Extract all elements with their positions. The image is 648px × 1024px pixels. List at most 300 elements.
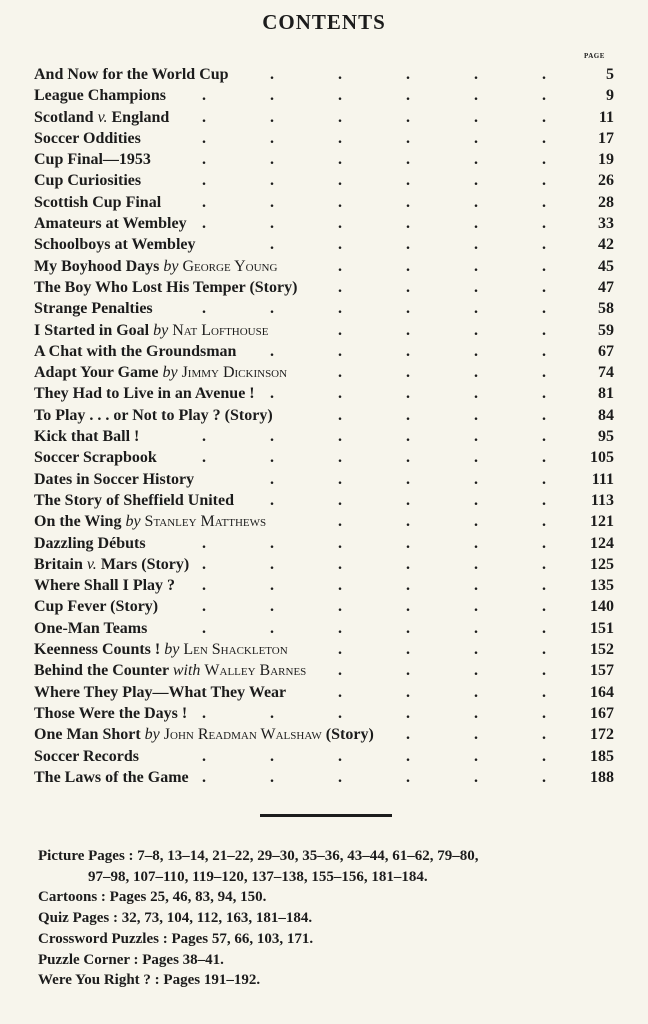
leader-dot: . bbox=[202, 449, 206, 467]
entry-title-text: And Now for the World Cup bbox=[34, 66, 229, 83]
leader-dot: . bbox=[542, 641, 546, 659]
toc-page-number: 58 bbox=[598, 300, 614, 318]
leader-dot: . bbox=[542, 555, 546, 573]
toc-entry bbox=[34, 660, 614, 681]
toc-entry-title bbox=[34, 362, 287, 383]
entry-title-text: Cup Final—1953 bbox=[34, 151, 151, 169]
leader-dot: . bbox=[474, 129, 478, 147]
leader-dot: . bbox=[542, 704, 546, 722]
leader-dot: . bbox=[270, 470, 274, 488]
toc-entry bbox=[34, 256, 614, 277]
entry-title-text: The Boy Who Lost His Temper (Story) bbox=[34, 278, 298, 296]
leader-dot: . bbox=[270, 555, 274, 573]
entry-title-text: Keenness Counts ! bbox=[34, 641, 161, 659]
toc-entry-title bbox=[34, 469, 194, 490]
leader-dot: . bbox=[406, 641, 410, 659]
leader-dot: . bbox=[542, 66, 546, 83]
toc-entry bbox=[34, 469, 614, 490]
leader-dot: . bbox=[270, 215, 274, 233]
leader-dot: . bbox=[542, 342, 546, 360]
leader-dot: . bbox=[338, 662, 342, 680]
leader-dot: . bbox=[406, 364, 410, 382]
leader-dot: . bbox=[542, 364, 546, 382]
toc-page-number: 152 bbox=[590, 641, 614, 659]
divider-rule bbox=[260, 814, 392, 817]
toc-page-number: 105 bbox=[590, 449, 614, 467]
leader-dot: . bbox=[406, 300, 410, 318]
leader-dot: . bbox=[338, 87, 342, 105]
leader-dot: . bbox=[406, 428, 410, 446]
leader-dot: . bbox=[406, 747, 410, 765]
leader-dot: . bbox=[270, 747, 274, 765]
leader-dot: . bbox=[542, 278, 546, 296]
toc-entry-title bbox=[34, 682, 286, 703]
leader-dot: . bbox=[406, 683, 410, 701]
leader-dot: . bbox=[474, 108, 478, 126]
toc-entry-title bbox=[34, 746, 139, 767]
toc-page-number: 67 bbox=[598, 342, 614, 360]
leader-dot: . bbox=[474, 704, 478, 722]
leader-dot: . bbox=[338, 321, 342, 339]
leader-dot: . bbox=[406, 470, 410, 488]
leader-dot: . bbox=[338, 364, 342, 382]
entry-title-text: Soccer Records bbox=[34, 747, 139, 765]
toc-page-number: 74 bbox=[598, 364, 614, 382]
leader-dot: . bbox=[338, 236, 342, 254]
page-title: CONTENTS bbox=[262, 10, 386, 34]
entry-title-text: League Champions bbox=[34, 87, 167, 105]
byline-word: by bbox=[164, 641, 180, 659]
leader-dot: . bbox=[202, 598, 206, 616]
toc-entry bbox=[34, 724, 614, 745]
entry-title-text: I Started in Goal bbox=[34, 321, 150, 339]
leader-dot: . bbox=[406, 598, 410, 616]
leader-dot: . bbox=[406, 342, 410, 360]
leader-dot: . bbox=[202, 215, 206, 233]
toc-page-number: 28 bbox=[598, 193, 614, 211]
leader-dot: . bbox=[338, 257, 342, 275]
entry-title-text: Amateurs at Wembley bbox=[34, 215, 187, 233]
leader-dot: . bbox=[270, 66, 274, 83]
leader-dot: . bbox=[338, 108, 342, 126]
leader-dot: . bbox=[270, 428, 274, 446]
author-name: Stanley Matthews bbox=[144, 513, 267, 531]
leader-dot: . bbox=[406, 619, 410, 637]
leader-dot: . bbox=[542, 428, 546, 446]
entry-title-text: To Play . . . or Not to Play ? (Story) bbox=[34, 406, 273, 424]
author-name: Len Shackleton bbox=[183, 641, 288, 659]
leader-dot: . bbox=[270, 108, 274, 126]
leader-dot: . bbox=[406, 151, 410, 169]
picture-pages-line-2: 97–98, 107–110, 119–120, 137–138, 155–156, 181–184. bbox=[88, 868, 428, 885]
toc-entry bbox=[34, 703, 614, 724]
toc-page-number: 164 bbox=[590, 683, 614, 701]
entry-title-text: On the Wing bbox=[34, 513, 122, 531]
author-name: Jimmy Dickinson bbox=[181, 364, 288, 382]
toc-page-number: 45 bbox=[598, 257, 614, 275]
quiz-pages-line: Quiz Pages : 32, 73, 104, 112, 163, 181–184. bbox=[38, 910, 313, 927]
leader-dot: . bbox=[542, 619, 546, 637]
leader-dot: . bbox=[406, 172, 410, 190]
toc-entry-title bbox=[34, 192, 161, 213]
leader-dot: . bbox=[474, 598, 478, 616]
toc-entry-title bbox=[34, 554, 189, 575]
toc-entry bbox=[34, 596, 614, 617]
leader-dot: . bbox=[474, 726, 478, 744]
leader-dot: . bbox=[338, 619, 342, 637]
toc-page-number: 81 bbox=[598, 385, 614, 403]
toc-entry-title bbox=[34, 277, 297, 298]
byline-word: with bbox=[172, 662, 201, 680]
author-name: George Young bbox=[182, 257, 278, 275]
toc-page-number: 95 bbox=[598, 428, 614, 446]
leader-dot: . bbox=[474, 428, 478, 446]
leader-dot: . bbox=[406, 278, 410, 296]
toc-page-number: 113 bbox=[590, 491, 614, 509]
leader-dot: . bbox=[338, 577, 342, 595]
leader-dot: . bbox=[542, 768, 546, 786]
leader-dot: . bbox=[338, 129, 342, 147]
leader-dot: . bbox=[474, 747, 478, 765]
leader-dot: . bbox=[542, 385, 546, 403]
leader-dot: . bbox=[202, 534, 206, 552]
toc-entry-title bbox=[34, 575, 175, 596]
leader-dot: . bbox=[270, 598, 274, 616]
toc-page-number: 185 bbox=[590, 747, 614, 765]
leader-dot: . bbox=[202, 87, 206, 105]
toc-entry bbox=[34, 64, 614, 85]
crossword-puzzles-line: Crossword Puzzles : Pages 57, 66, 103, 171. bbox=[38, 930, 314, 947]
leader-dot: . bbox=[474, 513, 478, 531]
leader-dot: . bbox=[338, 428, 342, 446]
toc-page-number: 135 bbox=[590, 577, 614, 595]
leader-dot: . bbox=[202, 172, 206, 190]
leader-dot: . bbox=[542, 321, 546, 339]
leader-dot: . bbox=[202, 129, 206, 147]
toc-entry-title bbox=[34, 724, 374, 745]
toc-entry-title bbox=[34, 107, 169, 128]
leader-dot: . bbox=[406, 236, 410, 254]
leader-dot: . bbox=[202, 428, 206, 446]
toc-page-number: 9 bbox=[606, 87, 614, 105]
leader-dot: . bbox=[474, 683, 478, 701]
leader-dot: . bbox=[542, 151, 546, 169]
entry-title-text: Those Were the Days ! bbox=[34, 704, 188, 722]
toc-page-number: 11 bbox=[598, 108, 614, 126]
leader-dot: . bbox=[474, 321, 478, 339]
author-name: Nat Lofthouse bbox=[172, 321, 269, 339]
leader-dot: . bbox=[406, 449, 410, 467]
entry-title-text: Kick that Ball ! bbox=[34, 428, 140, 446]
leader-dot: . bbox=[202, 619, 206, 637]
leader-dot: . bbox=[338, 768, 342, 786]
toc-page-number: 19 bbox=[598, 151, 614, 169]
toc-entry-title bbox=[34, 660, 306, 681]
leader-dot: . bbox=[406, 66, 410, 83]
toc-entry-title bbox=[34, 618, 147, 639]
leader-dot: . bbox=[474, 768, 478, 786]
toc-entry bbox=[34, 170, 614, 191]
leader-dot: . bbox=[406, 662, 410, 680]
entry-title-text: Schoolboys at Wembley bbox=[34, 236, 196, 254]
leader-dot: . bbox=[474, 151, 478, 169]
leader-dot: . bbox=[406, 555, 410, 573]
leader-dot: . bbox=[338, 555, 342, 573]
toc-entry-title bbox=[34, 533, 146, 554]
entry-title-text: Strange Penalties bbox=[34, 300, 153, 318]
entry-title-text: The Story of Sheffield United bbox=[34, 491, 234, 509]
toc-page-number: 125 bbox=[590, 555, 614, 573]
leader-dot: . bbox=[270, 87, 274, 105]
leader-dot: . bbox=[474, 491, 478, 509]
toc-entry bbox=[34, 213, 614, 234]
toc-entry bbox=[34, 298, 614, 319]
toc-page-number: 172 bbox=[590, 726, 614, 744]
leader-dot: . bbox=[542, 236, 546, 254]
leader-dot: . bbox=[406, 215, 410, 233]
leader-dot: . bbox=[406, 491, 410, 509]
leader-dot: . bbox=[474, 257, 478, 275]
leader-dot: . bbox=[474, 662, 478, 680]
leader-dot: . bbox=[270, 300, 274, 318]
leader-dot: . bbox=[406, 768, 410, 786]
entry-title-text: Britain bbox=[34, 555, 83, 573]
leader-dot: . bbox=[270, 577, 274, 595]
leader-dot: . bbox=[202, 577, 206, 595]
toc-entry bbox=[34, 447, 614, 468]
leader-dot: . bbox=[270, 534, 274, 552]
toc-entry bbox=[34, 511, 614, 532]
leader-dot: . bbox=[338, 172, 342, 190]
toc-entry-title bbox=[34, 234, 196, 255]
toc-entry bbox=[34, 767, 614, 788]
leader-dot: . bbox=[338, 641, 342, 659]
leader-dot: . bbox=[474, 641, 478, 659]
author-name: Walley Barnes bbox=[204, 662, 307, 680]
versus-text: v. bbox=[97, 108, 108, 126]
leader-dot: . bbox=[406, 87, 410, 105]
leader-dot: . bbox=[474, 87, 478, 105]
cartoons-line: Cartoons : Pages 25, 46, 83, 94, 150. bbox=[38, 889, 267, 906]
toc-entry bbox=[34, 618, 614, 639]
leader-dot: . bbox=[338, 300, 342, 318]
toc-entry-title bbox=[34, 490, 234, 511]
leader-dot: . bbox=[542, 747, 546, 765]
toc-entry bbox=[34, 192, 614, 213]
toc-page-number: 167 bbox=[590, 704, 614, 722]
leader-dot: . bbox=[202, 108, 206, 126]
leader-dot: . bbox=[338, 470, 342, 488]
toc-entry bbox=[34, 490, 614, 511]
entry-title-text: Dazzling Débuts bbox=[34, 534, 146, 552]
toc-page-number: 121 bbox=[590, 513, 614, 531]
leader-dot: . bbox=[338, 534, 342, 552]
toc-entry bbox=[34, 639, 614, 660]
toc-entry bbox=[34, 128, 614, 149]
entry-title-text: Where Shall I Play ? bbox=[34, 577, 176, 595]
leader-dot: . bbox=[270, 619, 274, 637]
entry-title-text: They Had to Live in an Avenue ! bbox=[34, 385, 255, 403]
toc-entry bbox=[34, 682, 614, 703]
leader-dot: . bbox=[270, 172, 274, 190]
leader-dot: . bbox=[338, 491, 342, 509]
entry-title-text: A Chat with the Groundsman bbox=[34, 342, 237, 360]
byline-word: by bbox=[153, 321, 169, 339]
toc-page-number: 111 bbox=[591, 470, 614, 488]
byline-word: by bbox=[144, 726, 160, 744]
leader-dot: . bbox=[338, 342, 342, 360]
leader-dot: . bbox=[542, 598, 546, 616]
entry-title-text: The Laws of the Game bbox=[34, 768, 189, 786]
entry-title-text: Behind the Counter bbox=[34, 662, 169, 680]
leader-dot: . bbox=[474, 555, 478, 573]
leader-dot: . bbox=[406, 129, 410, 147]
leader-dot: . bbox=[542, 449, 546, 467]
entry-title-text: One Man Short bbox=[34, 726, 141, 744]
leader-dot: . bbox=[338, 193, 342, 211]
entry-title-text: Scottish Cup Final bbox=[34, 193, 162, 211]
toc-entry-title bbox=[34, 596, 158, 617]
leader-dot: . bbox=[270, 236, 274, 254]
leader-dot: . bbox=[542, 683, 546, 701]
leader-dot: . bbox=[406, 534, 410, 552]
leader-dot: . bbox=[270, 704, 274, 722]
leader-dot: . bbox=[270, 193, 274, 211]
toc-entry bbox=[34, 383, 614, 404]
toc-entry bbox=[34, 575, 614, 596]
toc-entry bbox=[34, 277, 614, 298]
toc-entry-title bbox=[34, 383, 255, 404]
leader-dot: . bbox=[202, 747, 206, 765]
leader-dot: . bbox=[542, 406, 546, 424]
leader-dot: . bbox=[542, 215, 546, 233]
leader-dot: . bbox=[474, 364, 478, 382]
toc-entry-title bbox=[34, 341, 236, 362]
extras-list bbox=[38, 846, 618, 991]
leader-dot: . bbox=[202, 768, 206, 786]
toc-page-number: 124 bbox=[590, 534, 614, 552]
toc-entry bbox=[34, 554, 614, 575]
toc-page-number: 157 bbox=[590, 662, 614, 680]
leader-dot: . bbox=[474, 172, 478, 190]
toc-entry-title bbox=[34, 149, 151, 170]
leader-dot: . bbox=[474, 300, 478, 318]
leader-dot: . bbox=[270, 768, 274, 786]
leader-dot: . bbox=[338, 449, 342, 467]
leader-dot: . bbox=[406, 726, 410, 744]
toc-entry bbox=[34, 405, 614, 426]
leader-dot: . bbox=[338, 406, 342, 424]
leader-dot: . bbox=[270, 491, 274, 509]
leader-dot: . bbox=[270, 129, 274, 147]
leader-dot: . bbox=[406, 108, 410, 126]
leader-dot: . bbox=[338, 683, 342, 701]
leader-dot: . bbox=[338, 151, 342, 169]
leader-dot: . bbox=[542, 300, 546, 318]
toc-entry-title bbox=[34, 426, 139, 447]
leader-dot: . bbox=[270, 449, 274, 467]
leader-dot: . bbox=[474, 215, 478, 233]
author-name: John Readman Walshaw bbox=[163, 726, 322, 744]
toc-entry-title bbox=[34, 85, 166, 106]
leader-dot: . bbox=[338, 66, 342, 83]
leader-dot: . bbox=[270, 151, 274, 169]
entry-title-text: Adapt Your Game bbox=[34, 364, 159, 382]
entry-title-text: Scotland bbox=[34, 108, 94, 126]
leader-dot: . bbox=[474, 193, 478, 211]
toc-entry bbox=[34, 149, 614, 170]
entry-title-text: Soccer Scrapbook bbox=[34, 449, 157, 467]
entry-title-text-2: Mars (Story) bbox=[100, 555, 190, 573]
leader-dot: . bbox=[542, 662, 546, 680]
leader-dot: . bbox=[474, 619, 478, 637]
were-you-right-line: Were You Right ? : Pages 191–192. bbox=[38, 972, 261, 989]
leader-dot: . bbox=[474, 278, 478, 296]
toc-page-number: 84 bbox=[598, 406, 614, 424]
toc-entry-title bbox=[34, 298, 153, 319]
entry-title-text: Cup Curiosities bbox=[34, 172, 142, 190]
puzzle-corner-line: Puzzle Corner : Pages 38–41. bbox=[38, 951, 224, 968]
toc-entry-title bbox=[34, 447, 157, 468]
leader-dot: . bbox=[474, 236, 478, 254]
byline-word: by bbox=[125, 513, 141, 531]
toc-page-number: 42 bbox=[598, 236, 614, 254]
leader-dot: . bbox=[406, 385, 410, 403]
leader-dot: . bbox=[270, 385, 274, 403]
toc-page-number: 26 bbox=[598, 172, 614, 190]
page-column-heading: PAGE bbox=[584, 52, 605, 60]
toc-entry-title bbox=[34, 511, 266, 532]
toc-entry-title bbox=[34, 767, 189, 788]
leader-dot: . bbox=[202, 704, 206, 722]
leader-dot: . bbox=[474, 342, 478, 360]
toc-entry-title bbox=[34, 170, 141, 191]
leader-dot: . bbox=[474, 449, 478, 467]
leader-dot: . bbox=[542, 577, 546, 595]
toc-entry bbox=[34, 107, 614, 128]
leader-dot: . bbox=[338, 704, 342, 722]
entry-title-text: My Boyhood Days bbox=[34, 257, 160, 275]
toc-page-number: 151 bbox=[590, 619, 614, 637]
toc-page-number: 59 bbox=[598, 321, 614, 339]
toc-entry-title bbox=[34, 128, 141, 149]
leader-dot: . bbox=[270, 342, 274, 360]
toc-entry-title bbox=[34, 213, 187, 234]
leader-dot: . bbox=[542, 726, 546, 744]
leader-dot: . bbox=[202, 151, 206, 169]
byline-word: by bbox=[162, 364, 178, 382]
toc-page-number: 140 bbox=[590, 598, 614, 616]
leader-dot: . bbox=[338, 215, 342, 233]
toc-entry-title bbox=[34, 256, 277, 277]
leader-dot: . bbox=[542, 193, 546, 211]
leader-dot: . bbox=[406, 577, 410, 595]
picture-pages-line-1: Picture Pages : 7–8, 13–14, 21–22, 29–30, 35–36, 43–44, 61–62, 79–80, bbox=[38, 848, 479, 864]
leader-dot: . bbox=[202, 193, 206, 211]
leader-dot: . bbox=[338, 385, 342, 403]
entry-suffix: (Story) bbox=[325, 726, 374, 744]
toc-entry bbox=[34, 426, 614, 447]
leader-dot: . bbox=[406, 406, 410, 424]
toc-page-number: 5 bbox=[606, 66, 614, 83]
entry-title-text-2: England bbox=[111, 108, 170, 126]
leader-dot: . bbox=[202, 555, 206, 573]
toc-entry-title bbox=[34, 320, 268, 341]
toc-entry bbox=[34, 533, 614, 554]
toc-entry-title bbox=[34, 703, 187, 724]
leader-dot: . bbox=[542, 470, 546, 488]
leader-dot: . bbox=[542, 534, 546, 552]
